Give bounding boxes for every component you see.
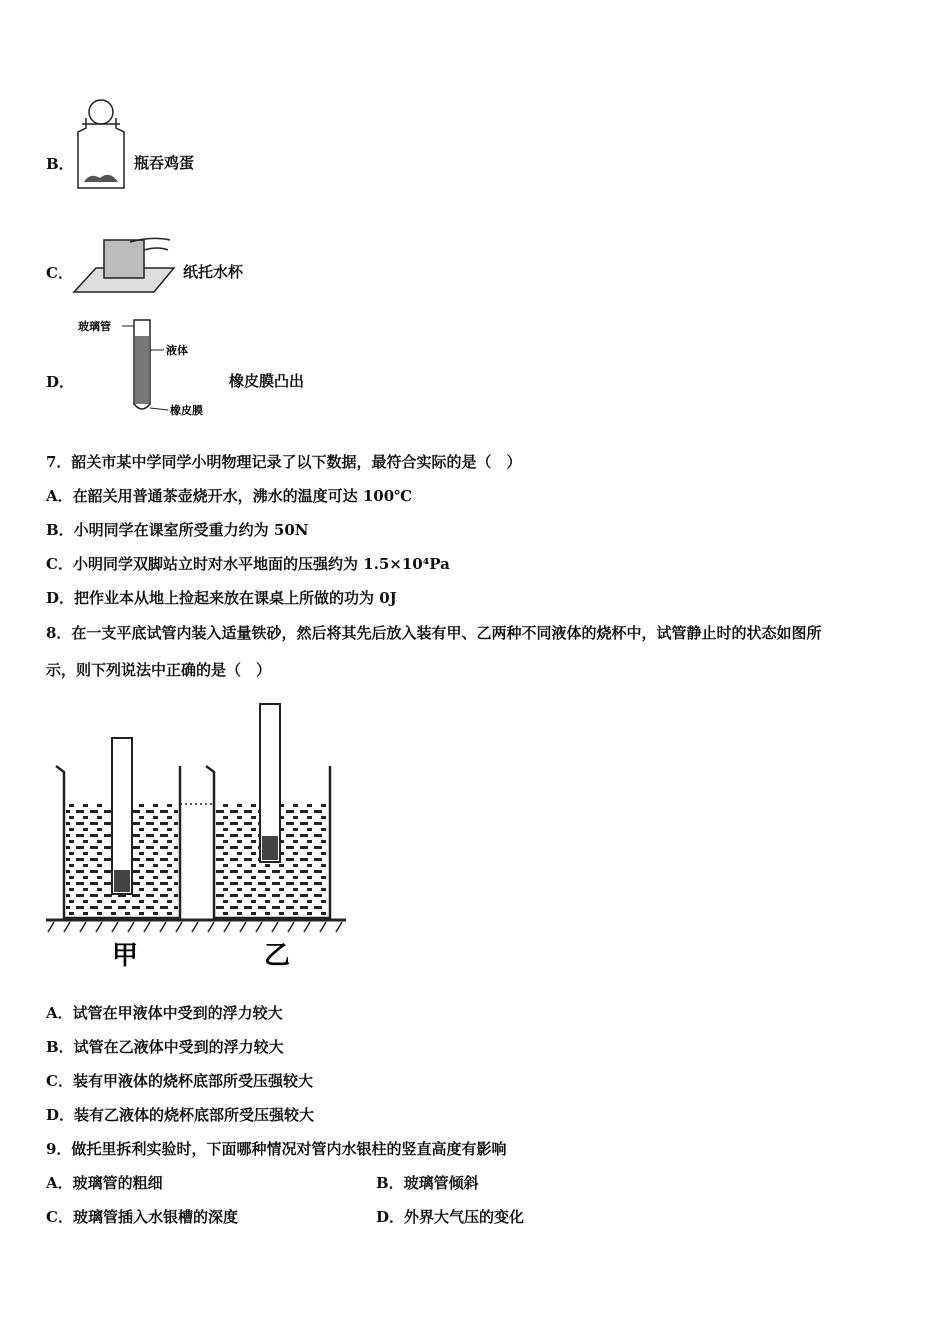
q9-option-a: A．玻璃管的粗细 bbox=[46, 1174, 163, 1192]
q8-option-a: A．试管在甲液体中受到的浮力较大 bbox=[46, 1004, 283, 1022]
q8-option-c: C．装有甲液体的烧杯底部所受压强较大 bbox=[46, 1072, 313, 1090]
q8-stem-line1: 8．在一支平底试管内装入适量铁砂，然后将其先后放入装有甲、乙两种不同液体的烧杯中，试管静止时的状态如图所 bbox=[46, 624, 822, 642]
option-b-caption: 瓶吞鸡蛋 bbox=[134, 154, 195, 172]
option-c-caption: 纸托水杯 bbox=[183, 263, 244, 281]
option-b-letter: B． bbox=[46, 155, 74, 173]
option-d-letter: D． bbox=[46, 373, 75, 391]
q8-stem-line2: 示，则下列说法中正确的是（ ） bbox=[46, 661, 272, 679]
option-d-caption: 橡皮膜凸出 bbox=[229, 372, 305, 390]
q7-option-d: D．把作业本从地上捡起来放在课桌上所做的功为 0J bbox=[46, 589, 397, 607]
tube-membrane-figure bbox=[70, 316, 220, 420]
beakers-figure bbox=[46, 700, 348, 970]
q9-stem: 9．做托里拆利实验时，下面哪种情况对管内水银柱的竖直高度有影响 bbox=[46, 1140, 507, 1158]
q9-option-b: B．玻璃管倾斜 bbox=[376, 1174, 479, 1192]
paper-cup-figure bbox=[70, 232, 178, 298]
liquid-label: 液体 bbox=[166, 344, 188, 357]
membrane-label: 橡皮膜 bbox=[170, 404, 203, 417]
option-c-letter: C． bbox=[46, 264, 73, 282]
q9-option-d: D．外界大气压的变化 bbox=[376, 1208, 525, 1226]
q7-option-c: C．小明同学双脚站立时对水平地面的压强约为 1.5×10⁴Pa bbox=[46, 555, 450, 573]
q7-option-b: B．小明同学在课室所受重力约为 50N bbox=[46, 521, 309, 539]
q9-option-c: C．玻璃管插入水银槽的深度 bbox=[46, 1208, 238, 1226]
tube-label: 玻璃管 bbox=[78, 320, 111, 333]
beaker-right-label: 乙 bbox=[264, 941, 291, 970]
bottle-egg-figure bbox=[70, 98, 132, 194]
q8-option-b: B．试管在乙液体中受到的浮力较大 bbox=[46, 1038, 284, 1056]
beaker-left-label: 甲 bbox=[112, 941, 139, 970]
q8-option-d: D．装有乙液体的烧杯底部所受压强较大 bbox=[46, 1106, 315, 1124]
q7-stem: 7．韶关市某中学同学小明物理记录了以下数据，最符合实际的是（ ） bbox=[46, 453, 522, 471]
q7-option-a: A．在韶关用普通茶壶烧开水，沸水的温度可达 100℃ bbox=[46, 487, 413, 505]
